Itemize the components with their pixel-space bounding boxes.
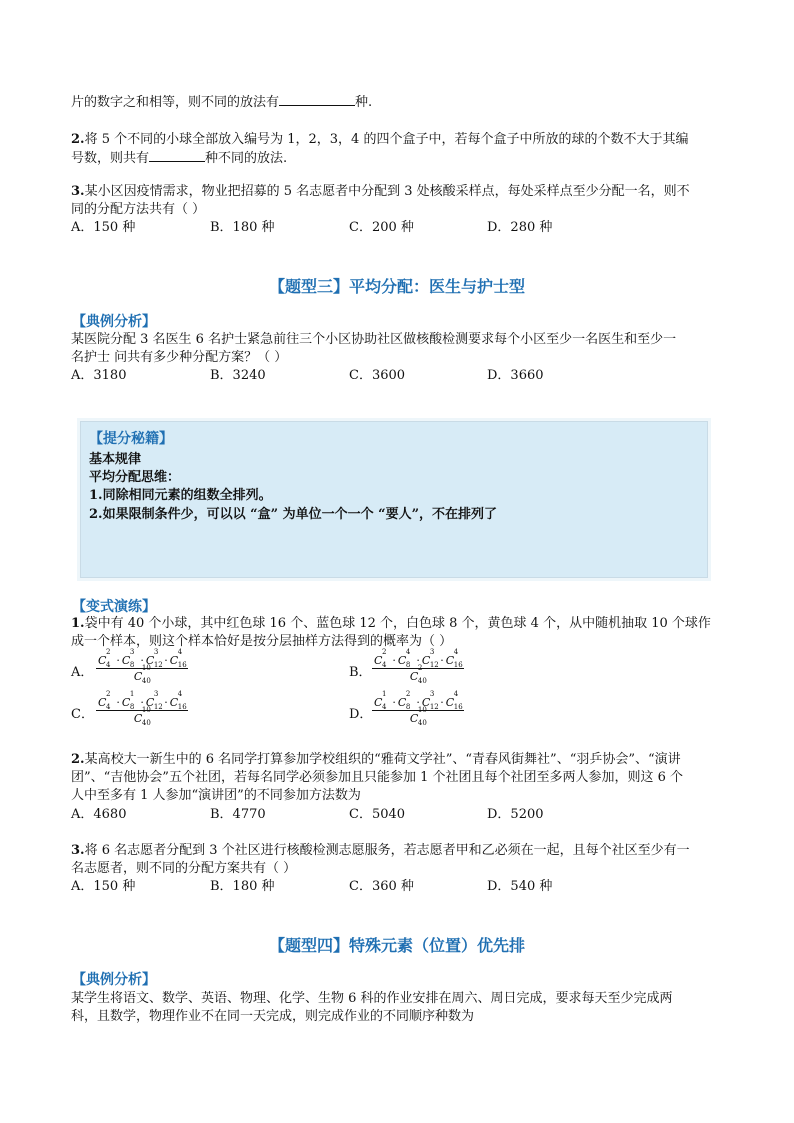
example-line1: 某医院分配 3 名医生 6 名护士紧急前往三个小区协助社区做核酸检测要求每个小区至少一名医生和至少一: [71, 332, 677, 347]
combination-term: C 10 40: [133, 706, 151, 727]
option-a[interactable]: A．3180: [71, 368, 127, 383]
dot-operator: ·: [416, 654, 420, 667]
option-c[interactable]: C．5040: [349, 807, 406, 822]
answer-blank[interactable]: [279, 93, 355, 106]
answer-blank[interactable]: [149, 149, 205, 162]
p1-line1: 1.袋中有 40 个小球，其中红色球 16 个、蓝色球 12 个，白色球 8 个，黄色球 4 个，从中随机抽取 10 个球作: [71, 616, 711, 631]
formula-c: [96, 690, 188, 727]
option-d[interactable]: D．5200: [487, 807, 544, 822]
dot-operator: ·: [140, 696, 144, 709]
formula-a: [96, 648, 188, 685]
p3-line2: 名志愿者，则不同的分配方案共有（ ）: [71, 861, 297, 876]
option-d-label[interactable]: D．: [349, 707, 373, 722]
q3-line1: 3.某小区因疫情需求，物业把招募的 5 名志愿者中分配到 3 处核酸采样点，每处采样点至少分配一名，则不: [71, 184, 690, 199]
p1-line2: 成一个样本，则这个样本恰好是按分层抽样方法得到的概率为（ ）: [71, 634, 453, 649]
q2-line1: 2.将 5 个不同的小球全部放入编号为 1，2，3，4 的四个盒子中，若每个盒子中所放的球的个数不大于其编: [71, 132, 689, 147]
combination-term: C 1 8: [121, 690, 135, 711]
q1-tail: 片的数字之和相等，则不同的放法有 种.: [71, 95, 373, 110]
dot-operator: ·: [164, 696, 168, 709]
p2-line2: 团”、“吉他协会”五个社团，若每名同学必须参加且只能参加 1 个社团且每个社团至多两人参加，则这 6 个: [71, 770, 684, 785]
tip-line: 基本规律: [89, 452, 142, 467]
dot-operator: ·: [440, 696, 444, 709]
combination-term: C 3 8: [121, 648, 135, 669]
combination-term: C 4 16: [169, 690, 187, 711]
combination-term: C 2 8: [397, 690, 411, 711]
option-c[interactable]: C．360 种: [349, 879, 414, 894]
dot-operator: ·: [416, 696, 420, 709]
dot-operator: ·: [392, 696, 396, 709]
dot-operator: ·: [440, 654, 444, 667]
option-a[interactable]: A．150 种: [71, 220, 136, 235]
combination-term: C 10 40: [133, 664, 151, 685]
example-line2: 科，且数学，物理作业不在同一天完成，则完成作业的不同顺序种数为: [71, 1009, 475, 1024]
option-b[interactable]: B．180 种: [210, 879, 275, 894]
combination-term: C 10 40: [409, 706, 427, 727]
option-b[interactable]: B．180 种: [210, 220, 275, 235]
dot-operator: ·: [140, 654, 144, 667]
tip-line: 1.同除相同元素的组数全排列。: [89, 488, 272, 503]
tip-line: 2.如果限制条件少，可以以 “盒” 为单位一个一个 “要人”，不在排列了: [89, 507, 498, 522]
option-b-label[interactable]: B．: [349, 665, 372, 680]
example-tag: 【典例分析】: [72, 972, 156, 988]
combination-term: C 4 16: [445, 648, 463, 669]
dot-operator: ·: [392, 654, 396, 667]
q2-line2: 号数，则共有 种不同的放法.: [71, 151, 288, 166]
option-a-label[interactable]: A．: [71, 665, 94, 680]
tip-line: 平均分配思维：: [89, 470, 181, 485]
p3-line1: 3.将 6 名志愿者分配到 3 个社区进行核酸检测志愿服务，若志愿者甲和乙必须在一起，且每个社区至少有一: [71, 843, 690, 858]
combination-term: C 3 12: [421, 690, 439, 711]
combination-term: C 2 4: [98, 648, 111, 669]
combination-term: C 4 8: [397, 648, 411, 669]
q3-line2: 同的分配方法共有（ ）: [71, 202, 206, 217]
tip-box: [80, 421, 708, 578]
option-d[interactable]: D．540 种: [487, 879, 553, 894]
practice-tag: 【变式演练】: [72, 599, 156, 615]
example-line1: 某学生将语文、数学、英语、物理、化学、生物 6 科的作业安排在周六、周日完成，要求每天至少完成两: [71, 991, 673, 1006]
p2-line3: 人中至多有 1 人参加“演讲团”的不同参加方法数为: [71, 788, 361, 803]
combination-term: C 1 4: [374, 690, 387, 711]
dot-operator: ·: [164, 654, 168, 667]
combination-term: C 2 40: [409, 664, 427, 685]
option-c-label[interactable]: C．: [71, 707, 94, 722]
combination-term: C 2 4: [374, 648, 387, 669]
option-d[interactable]: D．3660: [487, 368, 544, 383]
p2-line1: 2.某高校大一新生中的 6 名同学打算参加学校组织的“雅荷文学社”、“青春风街舞社”、“羽乒协会”、“演讲: [71, 752, 681, 767]
combination-term: C 3 12: [145, 648, 163, 669]
fraction-denominator: [96, 706, 188, 727]
combination-term: C 2 4: [98, 690, 111, 711]
tip-tag: 【提分秘籍】: [89, 431, 173, 447]
combination-term: C 4 16: [445, 690, 463, 711]
option-b[interactable]: B．4770: [210, 807, 266, 822]
fraction-denominator: [372, 664, 464, 685]
example-tag: 【典例分析】: [72, 314, 156, 330]
combination-term: C 3 12: [145, 690, 163, 711]
formula-d: [372, 690, 464, 727]
option-c[interactable]: C．200 种: [349, 220, 414, 235]
section-heading: 【题型四】特殊元素（位置）优先排: [268, 936, 525, 955]
fraction-denominator: [96, 664, 188, 685]
fraction-denominator: [372, 706, 464, 727]
option-b[interactable]: B．3240: [210, 368, 266, 383]
dot-operator: ·: [116, 696, 120, 709]
combination-term: C 4 16: [169, 648, 187, 669]
dot-operator: ·: [116, 654, 120, 667]
option-c[interactable]: C．3600: [349, 368, 406, 383]
option-a[interactable]: A．4680: [71, 807, 127, 822]
formula-b: [372, 648, 464, 685]
option-d[interactable]: D．280 种: [487, 220, 553, 235]
section-heading: 【题型三】平均分配：医生与护士型: [268, 277, 525, 296]
option-a[interactable]: A．150 种: [71, 879, 136, 894]
example-line2: 名护士 问共有多少种分配方案？（ ）: [71, 350, 288, 365]
combination-term: C 3 12: [421, 648, 439, 669]
